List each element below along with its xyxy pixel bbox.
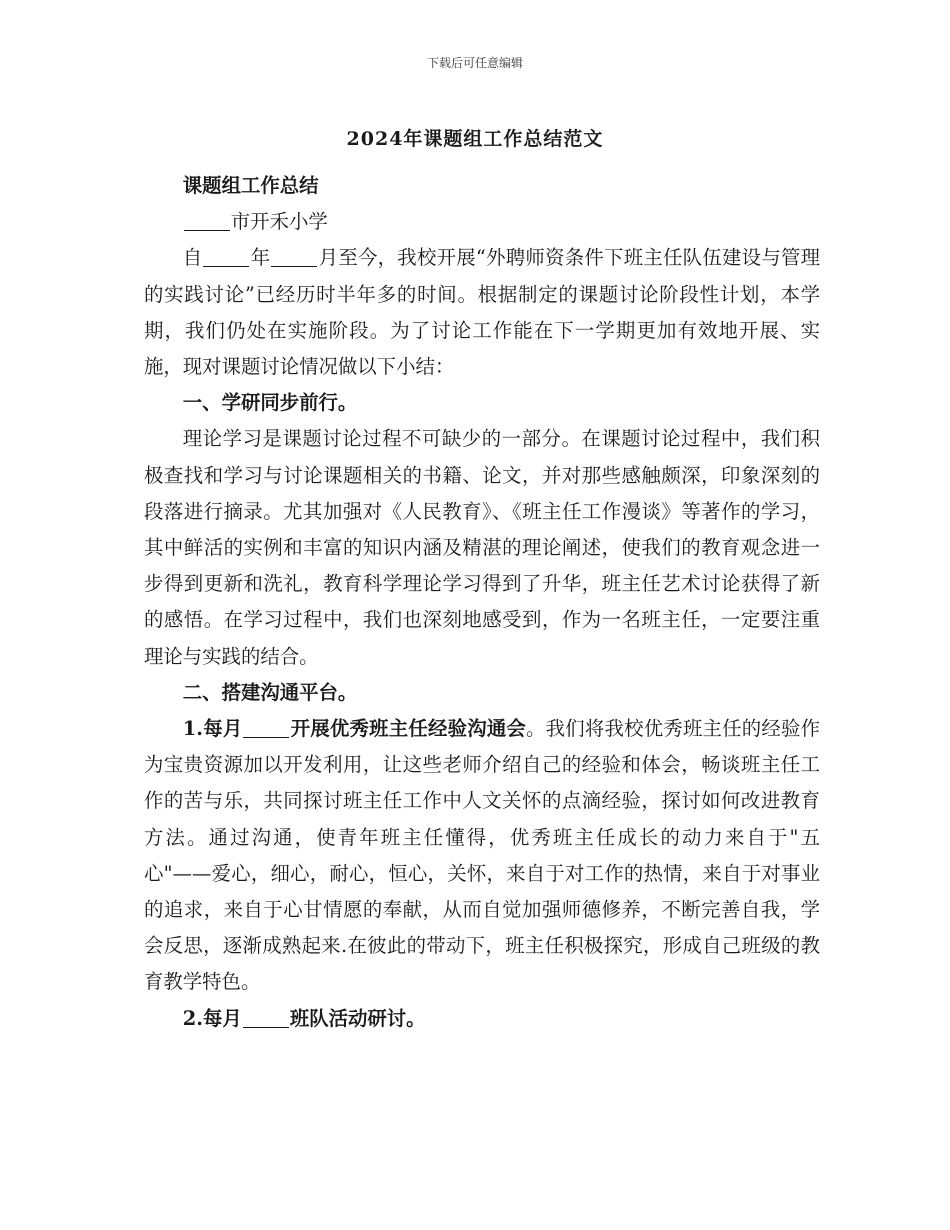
school-name: 市开禾小学: [230, 210, 328, 234]
blank-underline: [203, 246, 249, 267]
item-1-prefix: 1.每月: [182, 717, 243, 741]
blank-underline: [184, 210, 230, 231]
school-line: [144, 204, 820, 240]
intro-text-1: 自: [182, 246, 203, 270]
document-subtitle: 课题组工作总结: [182, 174, 319, 197]
blank-underline: [243, 1007, 289, 1028]
intro-text-2: 年: [250, 246, 271, 270]
section-2-heading: 二、搭建沟通平台。: [182, 680, 358, 704]
item-1-text: 。我们将我校优秀班主任的经验作为宝贵资源加以开发利用，让这些老师介绍自己的经验和体会，畅谈班主任工作的苦与乐，共同探讨班主任工作中人文关怀的点滴经验，探讨如何改进教育方法。通过沟通，使青年班主任懂得，优秀班主任成长的动力来自于"五心"——爱心，细心，耐心，恒心，关怀，来自于对工作的热情，来自于对事业的追求，来自于心甘情愿的奉献，从而自觉加强师德修养，不断完善自我，学会反思，逐渐成熟起来.在彼此的带动下，班主任积极探究，形成自己班级的教育教学特色。: [144, 717, 820, 994]
blank-underline: [243, 717, 289, 738]
item-2-heading: 班队活动研讨。: [289, 1006, 426, 1030]
item-2-paragraph: [144, 1001, 820, 1037]
intro-text-3: 月至今，我校开展“外聘师资条件下班主任队伍建设与管理的实践讨论”已经历时半年多的时间。根据制定的课题讨论阶段性计划，本学期，我们仍处在实施阶段。为了讨论工作能在下一学期更加有效地开展、实施，现对课题讨论情况做以下小结：: [144, 246, 821, 379]
item-2-prefix: 2.每月: [182, 1006, 242, 1030]
blank-underline: [271, 246, 317, 267]
document-title: 2024年课题组工作总结范文: [346, 128, 604, 150]
document-body: [144, 168, 820, 1037]
section-1-paragraph: 理论学习是课题讨论过程不可缺少的一部分。在课题讨论过程中，我们积极查找和学习与讨论课题相关的书籍、论文，并对那些感触颇深，印象深刻的段落进行摘录。尤其加强对《人民教育》、《班主任工作漫谈》等著作的学习，其中鲜活的实例和丰富的知识内涵及精湛的理论阐述，使我们的教育观念进一步得到更新和洗礼，教育科学理论学习得到了升华，班主任艺术讨论获得了新的感悟。在学习过程中，我们也深刻地感受到，作为一名班主任，一定要注重理论与实践的结合。: [144, 427, 820, 668]
intro-paragraph: [144, 240, 820, 385]
item-1-heading: 开展优秀班主任经验沟通会: [290, 717, 527, 741]
item-1-paragraph: [144, 711, 820, 1001]
section-1-heading: 一、学研同步前行。: [182, 391, 358, 415]
page-header-note: 下载后可任意编辑: [426, 56, 523, 70]
